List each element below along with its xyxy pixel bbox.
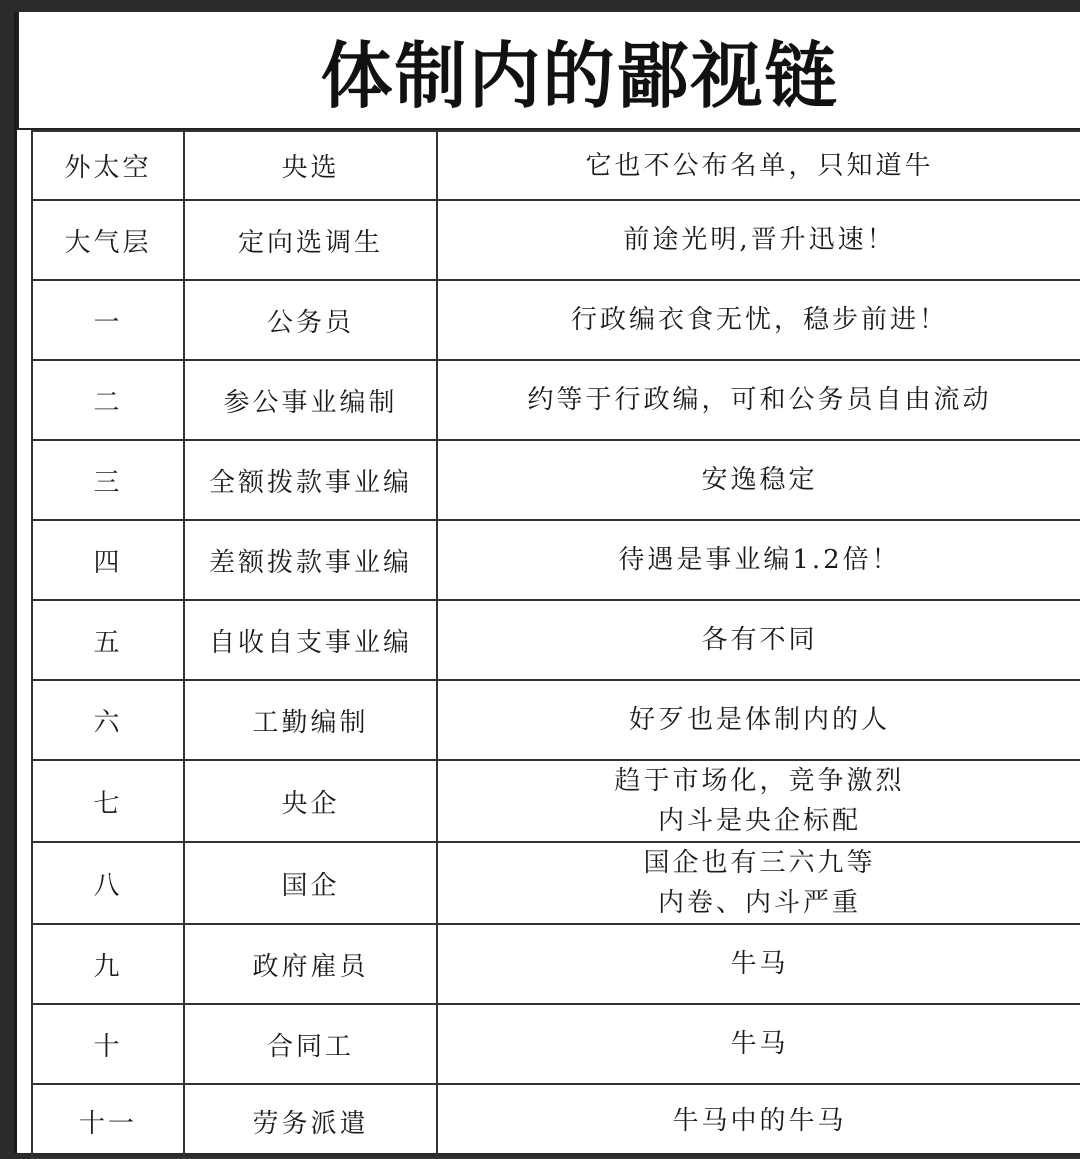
desc-cell <box>437 1084 1080 1158</box>
rank-cell: 八 <box>32 842 184 924</box>
table-row <box>32 1004 1080 1084</box>
rank-cell: 十 <box>32 1004 184 1084</box>
type-cell: 工勤编制 <box>184 680 437 760</box>
table-row <box>32 600 1080 680</box>
desc-cell <box>437 520 1080 600</box>
table-row <box>32 131 1080 200</box>
desc-cell <box>437 280 1080 360</box>
desc-cell <box>437 200 1080 280</box>
rank-cell: 四 <box>32 520 184 600</box>
hierarchy-table <box>31 130 1080 1159</box>
page-title: 体制内的鄙视链 <box>320 33 839 118</box>
rank-cell: 外太空 <box>32 131 184 200</box>
desc-line: 牛马 <box>730 949 789 979</box>
rank-cell: 三 <box>32 440 184 520</box>
rank-cell: 九 <box>32 924 184 1004</box>
desc-cell <box>437 440 1080 520</box>
desc-cell <box>437 760 1080 842</box>
table-row <box>32 760 1080 842</box>
type-cell: 合同工 <box>184 1004 437 1084</box>
desc-line: 趋于市场化，竞争激烈 <box>614 766 905 796</box>
desc-line: 牛马 <box>730 1029 789 1059</box>
type-cell: 定向选调生 <box>184 200 437 280</box>
desc-line: 国企也有三六九等 <box>643 848 876 878</box>
type-cell: 国企 <box>184 842 437 924</box>
desc-line: 牛马中的牛马 <box>672 1106 847 1136</box>
desc-cell <box>437 360 1080 440</box>
table-row <box>32 924 1080 1004</box>
desc-line: 好歹也是体制内的人 <box>628 705 890 735</box>
type-cell: 全额拨款事业编 <box>184 440 437 520</box>
rank-cell: 二 <box>32 360 184 440</box>
rank-cell: 六 <box>32 680 184 760</box>
table-row <box>32 360 1080 440</box>
type-cell: 央企 <box>184 760 437 842</box>
desc-line: 待遇是事业编1.2倍！ <box>618 545 901 575</box>
desc-cell <box>437 842 1080 924</box>
rank-cell: 大气层 <box>32 200 184 280</box>
type-cell: 参公事业编制 <box>184 360 437 440</box>
desc-line: 内卷、内斗严重 <box>657 888 861 918</box>
desc-cell <box>437 600 1080 680</box>
desc-line: 各有不同 <box>701 625 818 655</box>
desc-line: 安逸稳定 <box>701 465 818 495</box>
rank-cell: 十一 <box>32 1084 184 1158</box>
title-row <box>17 12 1080 130</box>
type-cell: 政府雇员 <box>184 924 437 1004</box>
type-cell: 自收自支事业编 <box>184 600 437 680</box>
table-row <box>32 280 1080 360</box>
desc-line: 前途光明,晋升迅速！ <box>623 225 896 255</box>
type-cell: 央选 <box>184 131 437 200</box>
rank-cell: 一 <box>32 280 184 360</box>
desc-cell <box>437 1004 1080 1084</box>
table-row <box>32 842 1080 924</box>
desc-line: 它也不公布名单，只知道牛 <box>585 150 934 181</box>
desc-cell <box>437 131 1080 200</box>
desc-line: 行政编衣食无忧，稳步前进！ <box>570 305 948 335</box>
table-row <box>32 680 1080 760</box>
desc-line: 内斗是央企标配 <box>657 806 861 836</box>
type-cell: 公务员 <box>184 280 437 360</box>
type-cell: 劳务派遣 <box>184 1084 437 1158</box>
rank-cell: 五 <box>32 600 184 680</box>
desc-line: 约等于行政编，可和公务员自由流动 <box>527 385 992 415</box>
table-row <box>32 1084 1080 1158</box>
type-cell: 差额拨款事业编 <box>184 520 437 600</box>
table-row <box>32 200 1080 280</box>
desc-cell <box>437 924 1080 1004</box>
table-row <box>32 440 1080 520</box>
table-row <box>32 520 1080 600</box>
desc-cell <box>437 680 1080 760</box>
rank-cell: 七 <box>32 760 184 842</box>
